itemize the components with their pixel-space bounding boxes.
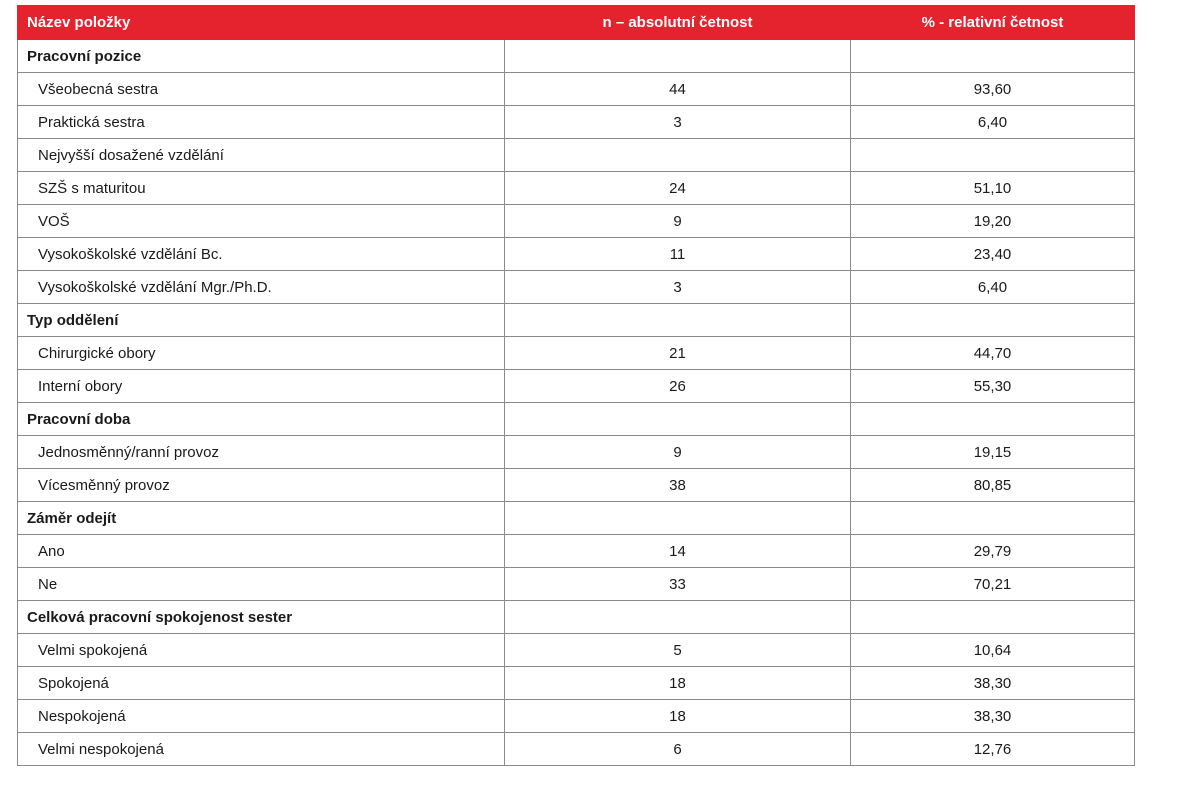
item-label: Vícesměnný provoz (18, 469, 505, 502)
table-row (18, 73, 1135, 106)
absolute-frequency-cell: 11 (505, 238, 851, 271)
header-row (18, 6, 1135, 40)
item-label: Spokojená (18, 667, 505, 700)
relative-frequency-cell (851, 139, 1135, 172)
relative-frequency-cell: 80,85 (851, 469, 1135, 502)
table-row (18, 139, 1135, 172)
item-label: Všeobecná sestra (18, 73, 505, 106)
item-label: Chirurgické obory (18, 337, 505, 370)
item-label: Praktická sestra (18, 106, 505, 139)
section-label: Typ oddělení (18, 304, 505, 337)
absolute-frequency-cell: 26 (505, 370, 851, 403)
relative-frequency-cell: 19,20 (851, 205, 1135, 238)
relative-frequency-cell: 70,21 (851, 568, 1135, 601)
absolute-frequency-cell: 9 (505, 436, 851, 469)
absolute-frequency-cell: 44 (505, 73, 851, 106)
item-label: Interní obory (18, 370, 505, 403)
section-row (18, 304, 1135, 337)
relative-frequency-cell: 29,79 (851, 535, 1135, 568)
item-label: VOŠ (18, 205, 505, 238)
item-label: Jednosměnný/ranní provoz (18, 436, 505, 469)
table-container (17, 5, 1134, 766)
section-row (18, 601, 1135, 634)
frequency-table (17, 5, 1135, 766)
item-label: Nejvyšší dosažené vzdělání (18, 139, 505, 172)
item-label: Nespokojená (18, 700, 505, 733)
section-label: Pracovní doba (18, 403, 505, 436)
item-label: SZŠ s maturitou (18, 172, 505, 205)
absolute-frequency-cell: 38 (505, 469, 851, 502)
relative-frequency-cell: 55,30 (851, 370, 1135, 403)
table-row (18, 568, 1135, 601)
relative-frequency-cell: 23,40 (851, 238, 1135, 271)
item-label: Velmi spokojená (18, 634, 505, 667)
header-absolute-frequency: n – absolutní četnost (505, 6, 851, 40)
relative-frequency-cell (851, 502, 1135, 535)
absolute-frequency-cell: 18 (505, 700, 851, 733)
absolute-frequency-cell (505, 502, 851, 535)
section-label: Záměr odejít (18, 502, 505, 535)
section-label: Pracovní pozice (18, 40, 505, 73)
absolute-frequency-cell: 18 (505, 667, 851, 700)
absolute-frequency-cell: 9 (505, 205, 851, 238)
table-row (18, 106, 1135, 139)
absolute-frequency-cell (505, 403, 851, 436)
item-label: Vysokoškolské vzdělání Bc. (18, 238, 505, 271)
item-label: Velmi nespokojená (18, 733, 505, 766)
item-label: Ano (18, 535, 505, 568)
relative-frequency-cell (851, 601, 1135, 634)
section-label: Celková pracovní spokojenost sester (18, 601, 505, 634)
relative-frequency-cell (851, 403, 1135, 436)
table-row (18, 337, 1135, 370)
relative-frequency-cell: 51,10 (851, 172, 1135, 205)
table-row (18, 667, 1135, 700)
table-row (18, 271, 1135, 304)
item-label: Vysokoškolské vzdělání Mgr./Ph.D. (18, 271, 505, 304)
absolute-frequency-cell: 24 (505, 172, 851, 205)
relative-frequency-cell: 12,76 (851, 733, 1135, 766)
absolute-frequency-cell (505, 40, 851, 73)
table-row (18, 700, 1135, 733)
relative-frequency-cell (851, 304, 1135, 337)
table-row (18, 535, 1135, 568)
header-relative-frequency: % - relativní četnost (851, 6, 1135, 40)
absolute-frequency-cell: 14 (505, 535, 851, 568)
absolute-frequency-cell: 5 (505, 634, 851, 667)
absolute-frequency-cell: 3 (505, 271, 851, 304)
item-label: Ne (18, 568, 505, 601)
relative-frequency-cell: 10,64 (851, 634, 1135, 667)
relative-frequency-cell: 6,40 (851, 106, 1135, 139)
relative-frequency-cell: 93,60 (851, 73, 1135, 106)
table-row (18, 370, 1135, 403)
table-body (18, 40, 1135, 766)
table-header (18, 6, 1135, 40)
table-row (18, 634, 1135, 667)
section-row (18, 403, 1135, 436)
absolute-frequency-cell (505, 601, 851, 634)
relative-frequency-cell: 44,70 (851, 337, 1135, 370)
absolute-frequency-cell: 6 (505, 733, 851, 766)
table-row (18, 469, 1135, 502)
relative-frequency-cell: 19,15 (851, 436, 1135, 469)
absolute-frequency-cell (505, 139, 851, 172)
absolute-frequency-cell: 21 (505, 337, 851, 370)
header-item-name: Název položky (18, 6, 505, 40)
absolute-frequency-cell: 33 (505, 568, 851, 601)
absolute-frequency-cell: 3 (505, 106, 851, 139)
relative-frequency-cell (851, 40, 1135, 73)
absolute-frequency-cell (505, 304, 851, 337)
table-row (18, 238, 1135, 271)
section-row (18, 40, 1135, 73)
section-row (18, 502, 1135, 535)
table-row (18, 733, 1135, 766)
table-row (18, 205, 1135, 238)
relative-frequency-cell: 38,30 (851, 700, 1135, 733)
table-row (18, 172, 1135, 205)
table-row (18, 436, 1135, 469)
relative-frequency-cell: 6,40 (851, 271, 1135, 304)
relative-frequency-cell: 38,30 (851, 667, 1135, 700)
